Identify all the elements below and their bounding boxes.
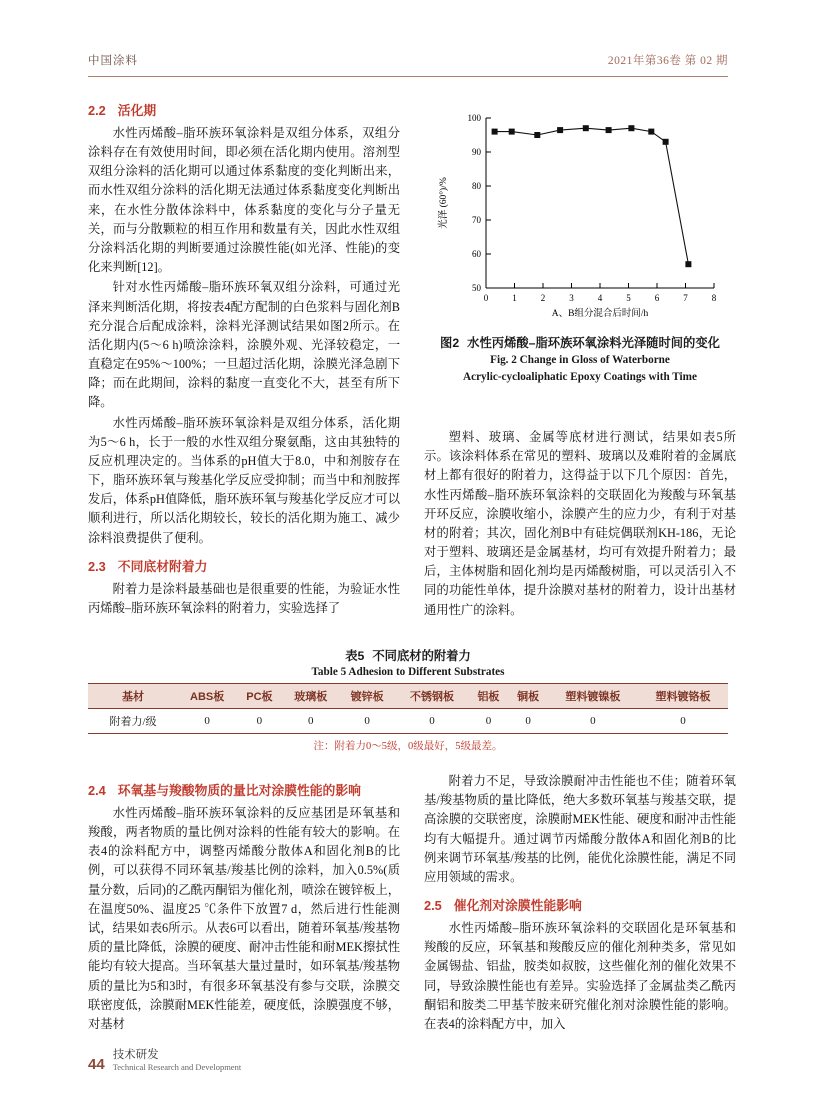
section-number: 2.4 bbox=[88, 783, 106, 798]
table-header-cell: 铝板 bbox=[469, 684, 509, 709]
svg-text:0: 0 bbox=[483, 293, 489, 303]
svg-text:6: 6 bbox=[654, 293, 660, 303]
issue-info: 2021年第36卷 第 02 期 bbox=[607, 55, 728, 67]
table-label: 表5 bbox=[345, 649, 365, 663]
svg-text:8: 8 bbox=[711, 293, 717, 303]
table-header-cell: 铜板 bbox=[508, 684, 548, 709]
paragraph: 塑料、玻璃、金属等底材进行测试，结果如表5所示。该涂料体系在常见的塑料、玻璃以及难附着的金属底材上都有很好的附着力，这得益于以下几个原因：首先，水性丙烯酸–脂环族环氧涂料的交联固化为羧酸与环氧基开环反应，涂膜收缩小，涂膜产生的应力少，有利于对基材的附着；其次，固化剂B中有硅烷偶联剂KH-186，无论对于塑料、玻璃还是金属基材，均可有效提升附着力；最后，主体树脂和固化剂均是丙烯酸树脂，可以灵活引入不同的功能性单体，提升涂膜对基材的附着力，设计出基材通用性广的涂料。 bbox=[424, 430, 736, 617]
svg-text:70: 70 bbox=[472, 215, 481, 225]
page-footer bbox=[88, 1048, 241, 1073]
table-cell: 附着力/级 bbox=[88, 709, 178, 734]
svg-text:7: 7 bbox=[683, 293, 688, 303]
paragraph: 水性丙烯酸–脂环族环氧涂料是双组分体系，双组分涂料存在有效使用时间，即必须在活化期内使用。溶剂型双组分涂料的活化期可以通过体系黏度的变化判断出来，而水性双组分涂料的活化期无法通过体系黏度变化判断出来，在水性分散体涂料中，体系黏度的变化与分子量无关，而与分散颗粒的相互作用和数量有关，因此水性双组分涂料活化期的判断要通过涂膜性能(如光泽、性能)的变化来判断[12]。 bbox=[88, 125, 400, 275]
table-5 bbox=[88, 646, 728, 753]
table-title-cn bbox=[88, 646, 728, 664]
svg-text:80: 80 bbox=[472, 181, 481, 191]
right-column-lower bbox=[424, 772, 736, 1034]
left-column-upper bbox=[88, 92, 400, 618]
table-cell: 0 bbox=[508, 709, 548, 734]
gloss-markers bbox=[492, 125, 692, 267]
section-title: 环氧基与羧酸物质的量比对涂膜性能的影响 bbox=[117, 783, 361, 798]
paragraph: 针对水性丙烯酸–脂环族环氧双组分涂料，可通过光泽来判断活化期，将按表4配方配制的白色浆料与固化剂B充分混合后配成涂料，涂料光泽测试结果如图2所示。在活化期内(5～6 h)喷涂涂料，涂膜外观、光泽较稳定，一直稳定在95%～100%；一旦超过活化期，涂膜光泽急剧下降；而在此期间，涂料的黏度一直变化不大，甚至有所下降。 bbox=[88, 280, 400, 410]
section-number: 2.5 bbox=[424, 898, 442, 914]
paragraph: 附着力不足，导致涂膜耐冲击性能也不佳；随着环氧基/羧基物质的量比降低，绝大多数环氧基与羧基交联，提高涂膜的交联密度，涂膜耐MEK性能、硬度和耐冲击性能均有大幅提升。通过调节丙烯酸分散体A和固化剂B的比例来调节环氧基/羧基的比例，能优化涂膜性能，满足不同应用领域的需求。 bbox=[424, 774, 736, 884]
table-header-cell: 塑料镀镍板 bbox=[548, 684, 638, 709]
svg-text:1: 1 bbox=[512, 293, 517, 303]
svg-text:2: 2 bbox=[540, 293, 546, 303]
x-axis-label: A、B组分混合后时间/h bbox=[551, 309, 649, 319]
table-cell: 0 bbox=[283, 709, 339, 734]
table-row bbox=[88, 709, 728, 734]
table-cell: 0 bbox=[638, 709, 728, 734]
section-title: 不同底材附着力 bbox=[117, 558, 208, 574]
table-cell: 0 bbox=[469, 709, 509, 734]
left-column-lower bbox=[88, 772, 400, 1034]
paragraph: 附着力是涂料最基础也是很重要的性能，为验证水性丙烯酸–脂环族环氧涂料的附着力，实验选择了 bbox=[88, 581, 400, 615]
table-title-text: 不同底材的附着力 bbox=[372, 649, 471, 663]
svg-text:4: 4 bbox=[597, 293, 603, 303]
figure-2 bbox=[424, 96, 736, 386]
right-column-upper bbox=[424, 428, 736, 620]
page-header bbox=[88, 52, 728, 68]
section-number: 2.2 bbox=[88, 103, 106, 118]
section-heading-2-4 bbox=[88, 781, 400, 801]
y-axis-label: 光泽 (60°)/% bbox=[439, 177, 449, 229]
table-cell: 0 bbox=[548, 709, 638, 734]
paragraph: 水性丙烯酸–脂环族环氧涂料的反应基团是环氧基和羧酸，两者物质的量比例对涂料的性能有较大的影响。在表4的涂料配方中，调整丙烯酸分散体A和固化剂B的比例，可以获得不同环氧基/羧基比例的涂料，加入0.5%(质量分数，后同)的乙酰丙酮铝为催化剂，喷涂在镀锌板上，在温度50%、温度25 ℃条件下放置7 d，然后进行性能测试，结果如表6所示。从表6可以看出，随着环氧基/羧基物质的量比降低，涂膜的硬度、耐冲击性能和耐MEK擦拭性能均有较大提高。当环氧基大量过量时，如环氧基/羧基物质的量比为5和3时，有很多环氧基没有参与交联，涂膜交联密度低，涂膜耐MEK性能差，硬度低，涂膜强度不够，对基材 bbox=[88, 805, 400, 1031]
paragraph: 水性丙烯酸–脂环族环氧涂料的交联固化是环氧基和羧酸的反应，环氧基和羧酸反应的催化剂种类多，常见如金属锡盐、铝盐，胺类如叔胺，这些催化剂的催化效果不同，导致涂膜性能也有差异。实验选择了金属盐类乙酰丙酮铝和胺类二甲基苄胺来研究催化剂对涂膜性能的影响。在表4的涂料配方中，加入 bbox=[424, 920, 736, 1031]
table-header-row bbox=[88, 684, 728, 709]
table-cell: 0 bbox=[178, 709, 236, 734]
table-header-cell: 镀锌板 bbox=[339, 684, 395, 709]
table-cell: 0 bbox=[236, 709, 282, 734]
table-header-cell: 玻璃板 bbox=[283, 684, 339, 709]
section-number: 2.3 bbox=[88, 558, 106, 574]
gloss-line bbox=[495, 128, 689, 264]
figure-caption-cn: 水性丙烯酸–脂环族环氧涂料光泽随时间的变化 bbox=[467, 336, 720, 350]
section-title: 活化期 bbox=[117, 103, 157, 118]
gloss-vs-time-chart bbox=[424, 96, 736, 328]
svg-text:50: 50 bbox=[472, 283, 481, 293]
svg-text:90: 90 bbox=[472, 147, 481, 157]
journal-name: 中国涂料 bbox=[88, 55, 138, 67]
figure-caption-en-1: Fig. 2 Change in Gloss of Waterborne bbox=[490, 354, 670, 367]
adhesion-table bbox=[88, 683, 728, 734]
table-title-en: Table 5 Adhesion to Different Substrates bbox=[311, 666, 505, 678]
figure-label: 图2 bbox=[440, 336, 460, 350]
svg-text:60: 60 bbox=[472, 249, 481, 259]
svg-text:5: 5 bbox=[626, 293, 631, 303]
footer-section-en: Technical Research and Development bbox=[112, 1062, 242, 1073]
table-header-cell: PC板 bbox=[236, 684, 282, 709]
table-header-cell: 塑料镀铬板 bbox=[638, 684, 728, 709]
section-title: 催化剂对涂膜性能影响 bbox=[453, 898, 582, 914]
figure-caption-en-2: Acrylic-cycloaliphatic Epoxy Coatings with Time bbox=[463, 371, 697, 384]
footer-section-cn: 技术研发 bbox=[112, 1049, 159, 1061]
svg-text:3: 3 bbox=[569, 293, 574, 303]
section-heading-2-5 bbox=[424, 896, 736, 916]
paragraph: 水性丙烯酸–脂环族环氧涂料是双组分体系，活化期为5～6 h，长于一般的水性双组分聚氨酯，这由其独特的反应机理决定的。当体系的pH值大于8.0，中和剂胺存在下，脂环族环氧与羧基化学反应受抑制；而当中和剂胺挥发后，体系pH值降低，脂环族环氧与羧基化学反应才可以顺利进行，所以活化期较长，较长的活化期为施工、减少涂料浪费提供了便利。 bbox=[88, 415, 400, 545]
section-heading-2-2 bbox=[88, 101, 400, 121]
section-heading-2-3 bbox=[88, 557, 400, 577]
table-cell: 0 bbox=[395, 709, 468, 734]
figure-2-plot bbox=[424, 96, 736, 328]
table-header-cell: 基材 bbox=[88, 684, 178, 709]
table-cell: 0 bbox=[339, 709, 395, 734]
page-number: 44 bbox=[88, 1056, 105, 1073]
figure-2-caption bbox=[424, 334, 736, 386]
header-divider bbox=[88, 76, 728, 77]
svg-text:100: 100 bbox=[467, 113, 481, 123]
table-header-cell: ABS板 bbox=[178, 684, 236, 709]
table-note: 注：附着力0～5级，0级最好，5级最差。 bbox=[313, 741, 503, 752]
table-header-cell: 不锈钢板 bbox=[395, 684, 468, 709]
